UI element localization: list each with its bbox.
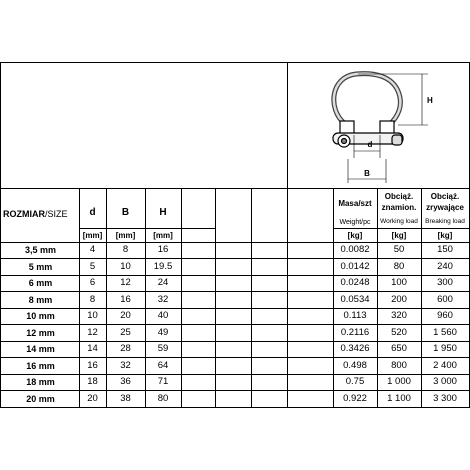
cell-breaking: 3 000 [433, 376, 457, 387]
cell-B: 16 [120, 293, 131, 305]
cell-d: 6 [89, 277, 96, 288]
table-row [0, 275, 470, 292]
table-row [0, 259, 470, 276]
table-row [0, 341, 470, 358]
header-top-rule [0, 188, 470, 189]
cell-breaking: 3 300 [433, 392, 457, 404]
cell-B: 10 [120, 260, 131, 272]
cell-breaking: 240 [437, 260, 453, 272]
cell-B: 32 [120, 359, 131, 371]
cell-mass: 0.0142 [340, 260, 370, 272]
cell-working: 80 [393, 260, 405, 272]
cell-breaking: 300 [437, 277, 453, 288]
cell-breaking: 2 400 [433, 359, 457, 371]
cell-B: 36 [120, 376, 131, 387]
cell-mass: 0.0082 [340, 244, 370, 255]
header-size-label: ROZMIAR/SIZE [3, 209, 68, 219]
header-mass-sub: Weight/pc [339, 219, 371, 226]
cell-size: 12 mm [26, 327, 55, 338]
unit-working: [kg] [391, 231, 407, 240]
cell-size: 8 mm [28, 294, 53, 305]
spec-table [0, 62, 470, 408]
cell-B: 28 [120, 343, 131, 354]
cell-working: 50 [393, 244, 405, 255]
header-H: H [159, 207, 167, 218]
cell-d: 10 [87, 310, 98, 321]
cell-mass: 0.922 [343, 392, 367, 404]
table-row [0, 374, 470, 391]
cell-H: 80 [157, 392, 169, 404]
cell-size: 20 mm [26, 393, 55, 404]
cell-breaking: 1 560 [433, 326, 457, 338]
cell-H: 40 [157, 310, 169, 321]
cell-breaking: 960 [437, 310, 453, 321]
cell-H: 19.5 [153, 260, 173, 272]
cell-breaking: 150 [437, 244, 453, 255]
cell-H: 32 [157, 293, 169, 305]
cell-d: 20 [87, 392, 98, 404]
table-row [0, 325, 470, 342]
cell-working: 200 [391, 293, 407, 305]
cell-mass: 0.498 [343, 359, 367, 371]
cell-size: 3,5 mm [24, 245, 57, 255]
diagram-label-H: H [427, 96, 433, 105]
cell-H: 16 [157, 244, 169, 255]
cell-working: 800 [391, 359, 407, 371]
cell-d: 14 [87, 343, 98, 354]
cell-mass: 0.2116 [340, 326, 370, 338]
header-working-line1: Obciąż. [384, 192, 414, 201]
unit-d: [mm] [82, 231, 103, 240]
unit-B: [mm] [115, 231, 136, 240]
cell-size: 18 mm [26, 377, 55, 387]
cell-mass: 0.75 [345, 376, 365, 387]
cell-mass: 0.113 [343, 310, 367, 321]
cell-d: 18 [87, 376, 98, 387]
cell-working: 650 [391, 343, 407, 354]
cell-size: 6 mm [28, 278, 53, 288]
cell-mass: 0.3426 [340, 343, 370, 354]
table-row [0, 242, 470, 259]
header-breaking-line1: Obciąż. [430, 192, 460, 201]
header-working-sub: Working load [380, 218, 418, 225]
cell-d: 4 [89, 244, 96, 255]
unit-rule-right [333, 228, 469, 229]
header-working-line2: znamion. [381, 203, 417, 212]
cell-d: 5 [89, 260, 96, 272]
cell-size: 10 mm [26, 311, 55, 321]
table-row [0, 358, 470, 375]
cell-d: 12 [87, 326, 98, 338]
cell-B: 20 [120, 310, 131, 321]
cell-B: 8 [122, 244, 129, 255]
table-row [0, 308, 470, 325]
unit-mass: [kg] [347, 231, 363, 240]
cell-working: 520 [391, 326, 407, 338]
cell-H: 49 [157, 326, 169, 338]
cell-mass: 0.0248 [340, 277, 370, 288]
table-row [0, 391, 470, 408]
shackle-diagram [288, 63, 469, 188]
cell-size: 14 mm [26, 344, 55, 354]
cell-B: 12 [120, 277, 131, 288]
cell-H: 59 [157, 343, 169, 354]
cell-working: 1 100 [387, 392, 411, 404]
unit-H: [mm] [153, 231, 173, 240]
header-breaking-line2: zrywające [426, 203, 464, 212]
cell-d: 8 [89, 293, 96, 305]
header-d: d [89, 207, 96, 218]
diagram-label-d: d [367, 140, 373, 149]
cell-B: 38 [120, 392, 131, 404]
cell-H: 24 [157, 277, 169, 288]
cell-H: 64 [157, 359, 169, 371]
cell-working: 1 000 [387, 376, 411, 387]
unit-rule-left [79, 228, 215, 229]
cell-mass: 0.0534 [340, 293, 370, 305]
header-B: B [121, 207, 130, 218]
diagram-label-B: B [364, 169, 370, 178]
table-row [0, 292, 470, 309]
cell-breaking: 600 [437, 293, 453, 305]
cell-size: 16 mm [26, 360, 55, 371]
border-bottom [0, 407, 470, 408]
cell-H: 71 [157, 376, 169, 387]
cell-working: 100 [391, 277, 407, 288]
unit-breaking: [kg] [437, 231, 453, 240]
cell-size: 5 mm [28, 261, 53, 272]
cell-breaking: 1 950 [433, 343, 457, 354]
cell-working: 320 [391, 310, 407, 321]
cell-d: 16 [87, 359, 98, 371]
header-breaking-sub: Breaking load [425, 218, 465, 225]
header-mass: Masa/szt [338, 199, 372, 208]
cell-B: 25 [120, 326, 131, 338]
